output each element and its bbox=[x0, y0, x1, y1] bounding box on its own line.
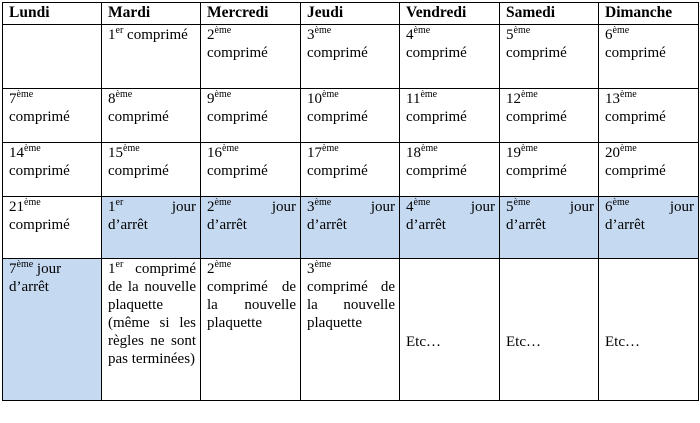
pill-cell: 1er comprimé bbox=[102, 25, 201, 89]
new-pack-cell: 2ème comprimé de la nouvelle plaquette bbox=[201, 259, 301, 401]
pill-cell: 7ème comprimé bbox=[3, 89, 102, 143]
etc-cell: Etc… bbox=[400, 259, 500, 401]
stop-day-cell: 5ème jour d’arrêt bbox=[500, 197, 599, 259]
table-row bbox=[3, 197, 699, 259]
pill-cell: 12ème comprimé bbox=[500, 89, 599, 143]
pill-cell: 10ème comprimé bbox=[301, 89, 400, 143]
table-row bbox=[3, 89, 699, 143]
header-samedi: Samedi bbox=[500, 3, 599, 25]
pill-cell: 19ème comprimé bbox=[500, 143, 599, 197]
pill-cell: 21ème comprimé bbox=[3, 197, 102, 259]
pill-cell: 17ème comprimé bbox=[301, 143, 400, 197]
pill-cell: 9ème comprimé bbox=[201, 89, 301, 143]
stop-day-cell: 3ème jour d’arrêt bbox=[301, 197, 400, 259]
header-dimanche: Dimanche bbox=[599, 3, 699, 25]
new-pack-cell: 3ème comprimé de la nouvelle plaquette bbox=[301, 259, 400, 401]
pill-cell: 16ème comprimé bbox=[201, 143, 301, 197]
pill-cell: 6ème comprimé bbox=[599, 25, 699, 89]
pill-cell: 15ème comprimé bbox=[102, 143, 201, 197]
etc-cell: Etc… bbox=[500, 259, 599, 401]
pill-cell: 2ème comprimé bbox=[201, 25, 301, 89]
table-row bbox=[3, 25, 699, 89]
header-vendredi: Vendredi bbox=[400, 3, 500, 25]
pill-cell: 13ème comprimé bbox=[599, 89, 699, 143]
pill-cell: 8ème comprimé bbox=[102, 89, 201, 143]
header-mardi: Mardi bbox=[102, 3, 201, 25]
etc-cell: Etc… bbox=[599, 259, 699, 401]
pill-cell: 20ème comprimé bbox=[599, 143, 699, 197]
pill-calendar-table bbox=[2, 2, 699, 401]
pill-cell: 5ème comprimé bbox=[500, 25, 599, 89]
table-row bbox=[3, 143, 699, 197]
stop-day-cell: 6ème jour d’arrêt bbox=[599, 197, 699, 259]
empty-cell bbox=[3, 25, 102, 89]
header-lundi: Lundi bbox=[3, 3, 102, 25]
new-pack-cell: 1er comprimé de la nouvelle plaquette (même si les règles ne sont pas terminées) bbox=[102, 259, 201, 401]
header-jeudi: Jeudi bbox=[301, 3, 400, 25]
stop-day-cell: 4ème jour d’arrêt bbox=[400, 197, 500, 259]
pill-cell: 3ème comprimé bbox=[301, 25, 400, 89]
pill-cell: 18ème comprimé bbox=[400, 143, 500, 197]
table-row bbox=[3, 259, 699, 401]
header-row bbox=[3, 3, 699, 25]
pill-cell: 14ème comprimé bbox=[3, 143, 102, 197]
stop-day-cell: 1er jour d’arrêt bbox=[102, 197, 201, 259]
stop-day-cell: 2ème jour d’arrêt bbox=[201, 197, 301, 259]
stop-day-cell: 7ème jour d’arrêt bbox=[3, 259, 102, 401]
header-mercredi: Mercredi bbox=[201, 3, 301, 25]
pill-cell: 11ème comprimé bbox=[400, 89, 500, 143]
pill-cell: 4ème comprimé bbox=[400, 25, 500, 89]
